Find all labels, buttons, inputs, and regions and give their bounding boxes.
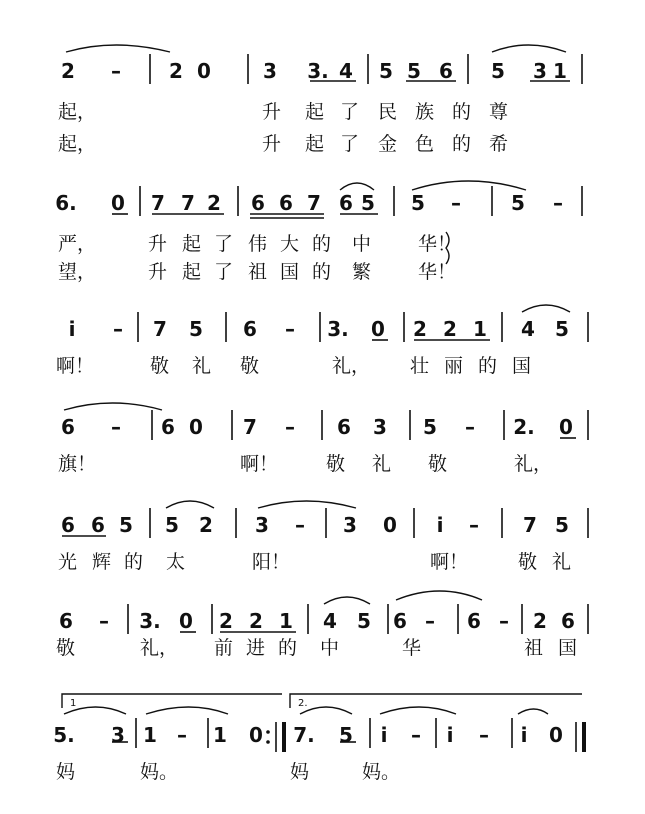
- note-2-5: 2: [207, 191, 221, 215]
- lyric-2-1-1: 严，: [58, 233, 97, 255]
- note-1-9: 5: [407, 59, 421, 83]
- note-3-5: 6: [243, 317, 257, 341]
- note-7-12: –: [479, 723, 489, 747]
- note-5-4: 5: [165, 513, 179, 537]
- note-3-3: 7: [153, 317, 167, 341]
- note-4-4: 0: [189, 415, 203, 439]
- note-7-8: 5: [339, 723, 353, 747]
- note-1-3: 2: [169, 59, 183, 83]
- note-3-13: 5: [555, 317, 569, 341]
- note-5-13: 5: [555, 513, 569, 537]
- note-4-5: 7: [243, 415, 257, 439]
- lyric-5-1-1: 光: [58, 551, 78, 573]
- note-2-2: 0: [111, 191, 125, 215]
- note-3-12: 4: [521, 317, 535, 341]
- note-4-3: 6: [161, 415, 175, 439]
- note-4-2: –: [111, 415, 121, 439]
- lyric-5-1-4: 太: [166, 551, 186, 573]
- lyric-2-2-9: 华！: [418, 261, 457, 283]
- volta-2-number: 2.: [298, 698, 308, 709]
- note-6-11: –: [425, 609, 435, 633]
- note-5-8: 3: [343, 513, 357, 537]
- note-3-6: –: [285, 317, 295, 341]
- lyric-6-1-5: 的: [278, 637, 298, 659]
- note-5-12: 7: [523, 513, 537, 537]
- lyric-2-1-9: 华！: [418, 233, 457, 255]
- note-4-6: –: [285, 415, 295, 439]
- note-6-2: –: [99, 609, 109, 633]
- note-5-3: 5: [119, 513, 133, 537]
- notation-numbers: [53, 59, 578, 747]
- note-4-9: 5: [423, 415, 437, 439]
- note-6-13: –: [499, 609, 509, 633]
- note-2-13: 5: [511, 191, 525, 215]
- note-7-11: i: [446, 723, 454, 747]
- lyric-2-1-3: 起: [182, 233, 202, 255]
- lyric-3-1-8: 的: [478, 355, 498, 377]
- lyric-1-1-3: 起: [305, 101, 325, 123]
- note-7-14: 0: [549, 723, 563, 747]
- note-1-1: 2: [61, 59, 75, 83]
- lyric-5-1-7: 敬: [518, 551, 538, 573]
- lyric-1-2-8: 希: [489, 133, 509, 155]
- lyric-6-1-8: 祖: [524, 637, 544, 659]
- note-6-9: 5: [357, 609, 371, 633]
- lyric-7-1-2: 妈。: [140, 761, 179, 783]
- lyric-1-1-6: 族: [415, 101, 435, 123]
- lyric-1-1-2: 升: [262, 101, 282, 123]
- lyric-4-1-6: 礼，: [514, 453, 553, 475]
- note-6-14: 2: [533, 609, 547, 633]
- lyric-2-1-5: 伟: [248, 233, 268, 255]
- lyric-2-2-7: 的: [312, 261, 332, 283]
- lyric-1-1-7: 的: [452, 101, 472, 123]
- note-2-10: 5: [361, 191, 375, 215]
- lyric-2-2-3: 起: [182, 261, 202, 283]
- note-2-3: 7: [151, 191, 165, 215]
- lyric-6-1-1: 敬: [56, 637, 76, 659]
- note-6-8: 4: [323, 609, 337, 633]
- lyric-4-1-2: 啊！: [240, 453, 279, 475]
- note-6-5: 2: [219, 609, 233, 633]
- note-5-6: 3: [255, 513, 269, 537]
- lyric-5-1-6: 啊！: [430, 551, 469, 573]
- note-7-1: 5.: [53, 723, 75, 747]
- note-1-10: 6: [439, 59, 453, 83]
- lyric-2-1-7: 的: [312, 233, 332, 255]
- note-2-9: 6: [339, 191, 353, 215]
- lyric-6-1-2: 礼，: [140, 637, 179, 659]
- lyric-4-1-1: 旗！: [58, 453, 97, 475]
- note-7-2: 3: [111, 723, 125, 747]
- note-5-10: i: [436, 513, 444, 537]
- lyric-1-1-5: 民: [378, 101, 398, 123]
- lyric-4-1-4: 礼: [372, 453, 392, 475]
- lyric-2-1-6: 大: [280, 233, 300, 255]
- note-4-1: 6: [61, 415, 75, 439]
- note-4-12: 0: [559, 415, 573, 439]
- note-7-13: i: [520, 723, 528, 747]
- note-5-9: 0: [383, 513, 397, 537]
- lyric-5-1-8: 礼: [552, 551, 572, 573]
- note-1-7: 4: [339, 59, 353, 83]
- lyric-3-1-2: 敬: [150, 355, 170, 377]
- lyric-6-1-9: 国: [558, 637, 578, 659]
- note-4-11: 2.: [513, 415, 535, 439]
- note-6-4: 0: [179, 609, 193, 633]
- note-7-6: 0: [249, 723, 263, 747]
- note-5-2: 6: [91, 513, 105, 537]
- note-1-8: 5: [379, 59, 393, 83]
- lyric-3-1-7: 丽: [444, 355, 464, 377]
- lyric-6-1-7: 华: [402, 637, 422, 659]
- lyric-6-1-3: 前: [214, 637, 234, 659]
- note-1-6: 3.: [307, 59, 329, 83]
- lyric-7-1-4: 妈。: [362, 761, 401, 783]
- lyric-2-2-8: 繁: [352, 261, 372, 283]
- note-7-9: i: [380, 723, 388, 747]
- lyric-7-1-3: 妈: [290, 761, 310, 783]
- lyric-3-1-5: 礼，: [332, 355, 371, 377]
- note-3-1: i: [68, 317, 76, 341]
- note-5-11: –: [469, 513, 479, 537]
- note-2-6: 6: [251, 191, 265, 215]
- note-1-12: 3: [533, 59, 547, 83]
- lyric-2-2-1: 望，: [58, 261, 97, 283]
- note-3-8: 0: [371, 317, 385, 341]
- note-1-11: 5: [491, 59, 505, 83]
- note-2-8: 7: [307, 191, 321, 215]
- note-1-4: 0: [197, 59, 211, 83]
- note-6-12: 6: [467, 609, 481, 633]
- lyric-3-1-4: 敬: [240, 355, 260, 377]
- note-6-15: 6: [561, 609, 575, 633]
- note-6-1: 6: [59, 609, 73, 633]
- note-7-7: 7.: [293, 723, 315, 747]
- lyric-2-2-6: 国: [280, 261, 300, 283]
- lyric-1-1-1: 起，: [58, 101, 97, 123]
- lyric-4-1-5: 敬: [428, 453, 448, 475]
- lyric-3-1-1: 啊！: [56, 355, 95, 377]
- note-6-7: 1: [279, 609, 293, 633]
- note-4-8: 3: [373, 415, 387, 439]
- note-2-14: –: [553, 191, 563, 215]
- note-1-13: 1: [553, 59, 567, 83]
- lyric-1-1-4: 了: [340, 101, 360, 123]
- note-3-2: –: [113, 317, 123, 341]
- note-2-4: 7: [181, 191, 195, 215]
- note-7-10: –: [411, 723, 421, 747]
- note-3-4: 5: [189, 317, 203, 341]
- barlines: [128, 54, 588, 748]
- lyric-1-2-4: 了: [340, 133, 360, 155]
- lyric-6-1-6: 中: [320, 637, 340, 659]
- volta-1-number: 1: [70, 698, 77, 709]
- note-3-11: 1: [473, 317, 487, 341]
- lyric-3-1-6: 壮: [410, 355, 430, 377]
- lyric-2-1-8: 中: [352, 233, 372, 255]
- note-2-7: 6: [279, 191, 293, 215]
- lyric-2-1-4: 了: [214, 233, 234, 255]
- lyric-2-2-4: 了: [214, 261, 234, 283]
- lyric-6-1-4: 进: [246, 637, 266, 659]
- lyric-2-2-5: 祖: [248, 261, 268, 283]
- lyric-3-1-3: 礼: [192, 355, 212, 377]
- lyric-7-1-1: 妈: [56, 761, 76, 783]
- lyric-1-2-5: 金: [378, 133, 398, 155]
- note-4-7: 6: [337, 415, 351, 439]
- note-2-1: 6.: [55, 191, 77, 215]
- note-5-5: 2: [199, 513, 213, 537]
- note-3-10: 2: [443, 317, 457, 341]
- note-6-3: 3.: [139, 609, 161, 633]
- note-3-9: 2: [413, 317, 427, 341]
- note-5-7: –: [295, 513, 305, 537]
- note-5-1: 6: [61, 513, 75, 537]
- lyric-1-2-7: 的: [452, 133, 472, 155]
- lyric-1-2-6: 色: [415, 133, 435, 155]
- note-3-7: 3.: [327, 317, 349, 341]
- lyric-5-1-3: 的: [124, 551, 144, 573]
- lyric-2-2-2: 升: [148, 261, 168, 283]
- note-7-4: –: [177, 723, 187, 747]
- lyric-5-1-5: 阳！: [252, 551, 291, 573]
- note-4-10: –: [465, 415, 475, 439]
- note-2-12: –: [451, 191, 461, 215]
- note-6-6: 2: [249, 609, 263, 633]
- lyric-5-1-2: 辉: [92, 551, 112, 573]
- note-6-10: 6: [393, 609, 407, 633]
- note-2-11: 5: [411, 191, 425, 215]
- note-7-5: 1: [213, 723, 227, 747]
- lyric-1-1-8: 尊: [489, 101, 509, 123]
- lyric-1-2-3: 起: [305, 133, 325, 155]
- lyric-2-1-2: 升: [148, 233, 168, 255]
- note-1-5: 3: [263, 59, 277, 83]
- note-1-2: –: [111, 59, 121, 83]
- lyric-3-1-9: 国: [512, 355, 532, 377]
- lyric-1-2-1: 起，: [58, 133, 97, 155]
- lyric-4-1-3: 敬: [326, 453, 346, 475]
- note-7-3: 1: [143, 723, 157, 747]
- lyric-1-2-2: 升: [262, 133, 282, 155]
